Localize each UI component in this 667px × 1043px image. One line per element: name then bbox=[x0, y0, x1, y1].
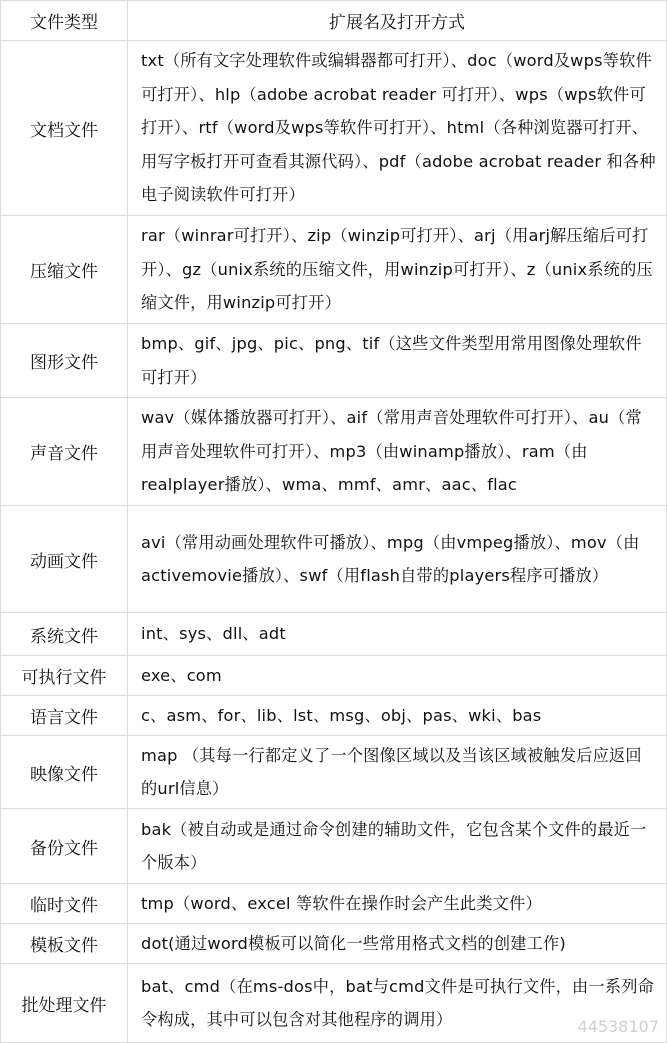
table-row bbox=[1, 924, 667, 964]
row-desc: map （其每一行都定义了一个图像区域以及当该区域被触发后应返回的url信息） bbox=[128, 736, 667, 809]
row-desc: dot(通过word模板可以简化一些常用格式文档的创建工作) bbox=[128, 924, 667, 964]
row-desc: rar（winrar可打开）、zip（winzip可打开）、arj（用arj解压缩后可打开）、gz（unix系统的压缩文件，用winzip可打开）、z（unix系统的压缩文件，用winzip可打开） bbox=[128, 216, 667, 324]
row-type: 临时文件 bbox=[1, 884, 128, 924]
table-row bbox=[1, 613, 667, 656]
watermark: 44538107 bbox=[577, 1017, 659, 1036]
row-type: 批处理文件 bbox=[1, 964, 128, 1043]
row-desc: int、sys、dll、adt bbox=[128, 613, 667, 656]
table-row bbox=[1, 41, 667, 216]
table-row bbox=[1, 884, 667, 924]
row-desc: c、asm、for、lib、lst、msg、obj、pas、wki、bas bbox=[128, 696, 667, 736]
row-desc: bmp、gif、jpg、pic、png、tif（这些文件类型用常用图像处理软件可打开） bbox=[128, 324, 667, 398]
row-type: 可执行文件 bbox=[1, 656, 128, 696]
header-row bbox=[1, 1, 667, 41]
row-desc: bak（被自动或是通过命令创建的辅助文件，它包含某个文件的最近一个版本） bbox=[128, 809, 667, 884]
row-type: 压缩文件 bbox=[1, 216, 128, 324]
row-desc: bat、cmd（在ms-dos中，bat与cmd文件是可执行文件，由一系列命令构成，其中可以包含对其他程序的调用） bbox=[128, 964, 667, 1043]
table-row bbox=[1, 216, 667, 324]
table-row bbox=[1, 809, 667, 884]
row-desc: exe、com bbox=[128, 656, 667, 696]
row-type: 动画文件 bbox=[1, 506, 128, 613]
table-row bbox=[1, 398, 667, 506]
table-row bbox=[1, 324, 667, 398]
table-row bbox=[1, 964, 667, 1043]
row-desc: txt（所有文字处理软件或编辑器都可打开）、doc（word及wps等软件可打开）、hlp（adobe acrobat reader 可打开）、wps（wps软件可打开）、rtf（word及wps等软件可打开）、html（各种浏览器可打开、用写字板打开可查看其源代码）、pdf（adobe acrobat reader 和各种电子阅读软件可打开） bbox=[128, 41, 667, 216]
row-type: 文档文件 bbox=[1, 41, 128, 216]
row-desc: avi（常用动画处理软件可播放）、mpg（由vmpeg播放）、mov（由activemovie播放）、swf（用flash自带的players程序可播放） bbox=[128, 506, 667, 613]
row-type: 备份文件 bbox=[1, 809, 128, 884]
row-type: 语言文件 bbox=[1, 696, 128, 736]
row-type: 系统文件 bbox=[1, 613, 128, 656]
table-row bbox=[1, 506, 667, 613]
row-desc: wav（媒体播放器可打开）、aif（常用声音处理软件可打开）、au（常用声音处理软件可打开）、mp3（由winamp播放）、ram（由realplayer播放）、wma、mmf、amr、aac、flac bbox=[128, 398, 667, 506]
row-type: 声音文件 bbox=[1, 398, 128, 506]
row-type: 模板文件 bbox=[1, 924, 128, 964]
header-extension-desc: 扩展名及打开方式 bbox=[128, 1, 667, 41]
table-row bbox=[1, 656, 667, 696]
row-type: 图形文件 bbox=[1, 324, 128, 398]
row-desc: tmp（word、excel 等软件在操作时会产生此类文件） bbox=[128, 884, 667, 924]
table-row bbox=[1, 696, 667, 736]
row-type: 映像文件 bbox=[1, 736, 128, 809]
table-row bbox=[1, 736, 667, 809]
header-file-type: 文件类型 bbox=[1, 1, 128, 41]
